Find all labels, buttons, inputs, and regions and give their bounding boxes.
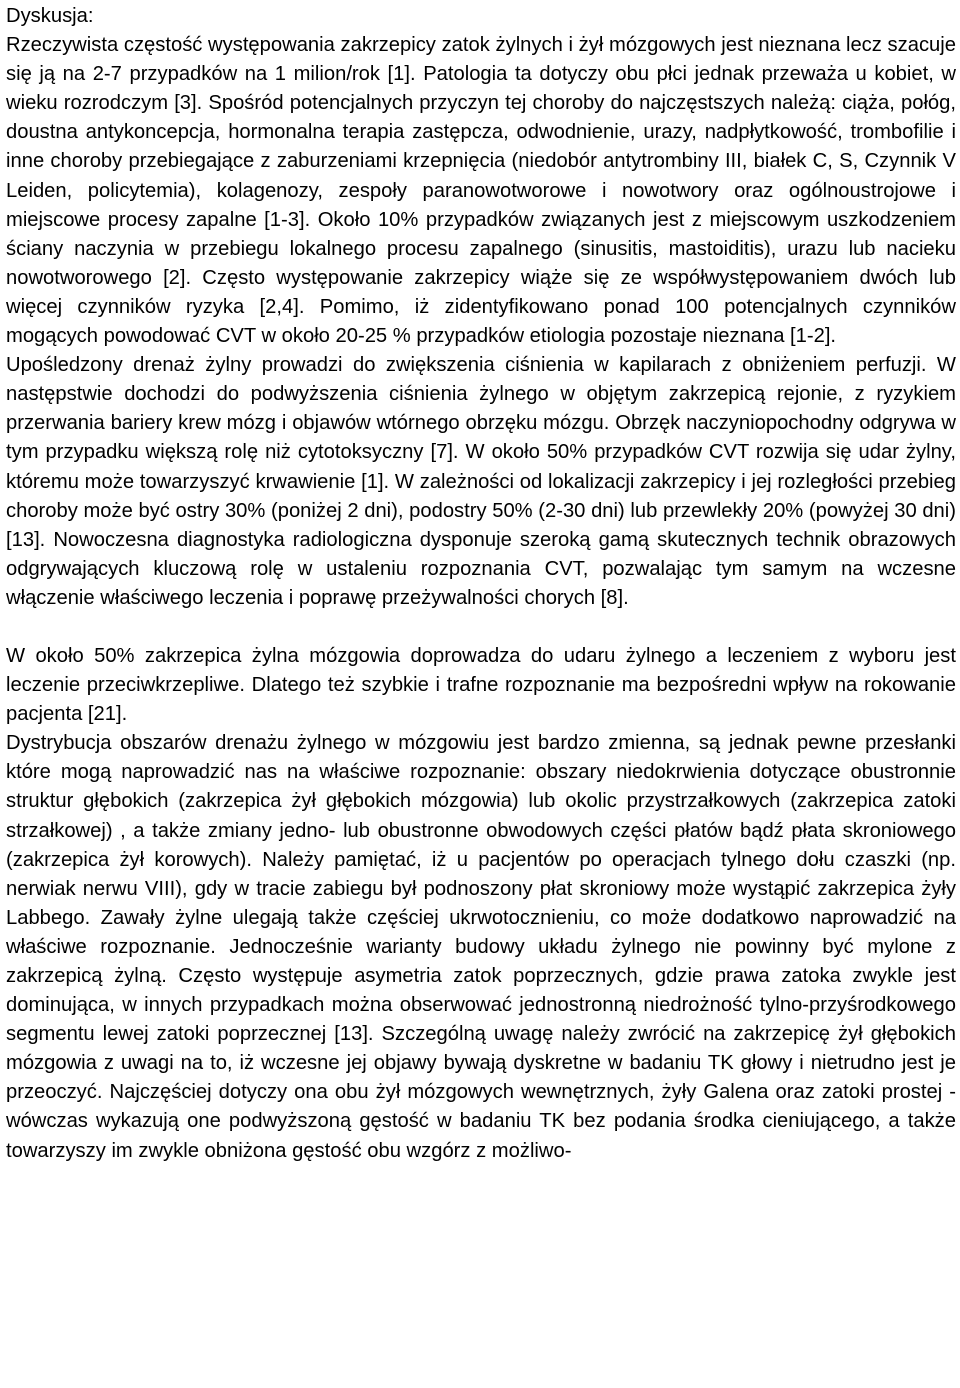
- section-heading: Dyskusja:: [6, 5, 94, 27]
- document-page: [6, 2, 956, 1166]
- paragraph-spacer: [6, 613, 956, 642]
- paragraph-diagnosis: Dystrybucja obszarów drenażu żylnego w mózgowiu jest bardzo zmienna, są jednak pewne przesłanki które mogą naprowadzić nas na właściwe rozpoznanie: obszary niedokrwienia dotyczące obustronnie struktur głębokich (zakrzepica żył głębokich mózgowia) lub okolic przystrzałkowych (zakrzepica zatoki strzałkowej) , a także zmiany jedno- lub obustronne obwodowych części płatów bądź płata skroniowego (zakrzepica żył korowych). Należy pamiętać, iż u pacjentów po operacjach tylnego dołu czaszki (np. nerwiak nerwu VIII), gdy w tracie zabiegu był podnoszony płat skroniowy może wystąpić zakrzepica żyły Labbego. Zawały żylne ulegają także częściej ukrwotocznieniu, co może dodatkowo naprowadzić na właściwe rozpoznanie. Jednocześnie warianty budowy układu żylnego nie powinny być mylone z zakrzepicą żylną. Często występuje asymetria zatok poprzecznych, gdzie prawa zatoka zwykle jest dominująca, w innych przypadkach można obserwować jednostronną niedrożność tylno-przyśrodkowego segmentu lewej zatoki poprzecznej [13]. Szczególną uwagę należy zwrócić na zakrzepicę żył głębokich mózgowia z uwagi na to, iż wczesne jej objawy bywają dyskretne w badaniu TK głowy i nietrudno jest je przeoczyć. Najczęściej dotyczy ona obu żył mózgowych wewnętrznych, żyły Galena oraz zatoki prostej - wówczas wykazują one podwyższoną gęstość w badaniu TK bez podania środka cieniującego, a także towarzyszy im zwykle obniżona gęstość obu wzgórz z możliwo-: [6, 732, 956, 1162]
- paragraph-treatment: W około 50% zakrzepica żylna mózgowia doprowadza do udaru żylnego a leczeniem z wyboru jest leczenie przeciwkrzepliwe. Dlatego też szybkie i trafne rozpoznanie ma bezpośredni wpływ na rokowanie pacjenta [21].: [6, 644, 956, 726]
- paragraph-pathophysiology: Upośledzony drenaż żylny prowadzi do zwiększenia ciśnienia w kapilarach z obniżeniem perfuzji. W następstwie dochodzi do podwyższenia ciśnienia żylnego w objętym zakrzepicą rejonie, z ryzykiem przerwania bariery krew mózg i objawów wtórnego obrzęku mózgu. Obrzęk naczyniopochodny odgrywa w tym przypadku większą rolę niż cytotoksyczny [7]. W około 50% przypadków CVT rozwija się udar żylny, któremu może towarzyszyć krwawienie [1]. W zależności od lokalizacji zakrzepicy i jej rozległości przebieg choroby może być ostry 30% (poniżej 2 dni), podostry 50% (2-30 dni) lub przewlekły 20% (powyżej 30 dni) [13]. Nowoczesna diagnostyka radiologiczna dysponuje szeroką gamą skutecznych technik obrazowych odgrywających kluczową rolę w ustaleniu rozpoznania CVT, pozwalając tym samym na wczesne włączenie właściwego leczenia i poprawę przeżywalności chorych [8].: [6, 354, 956, 609]
- paragraph-epidemiology: Rzeczywista częstość występowania zakrzepicy zatok żylnych i żył mózgowych jest nieznana lecz szacuje się ją na 2-7 przypadków na 1 milion/rok [1]. Patologia ta dotyczy obu płci jednak przeważa u kobiet, w wieku rozrodczym [3]. Spośród potencjalnych przyczyn tej choroby do najczęstszych należą: ciąża, połóg, doustna antykoncepcja, hormonalna terapia zastępcza, odwodnienie, urazy, nadpłytkowość, trombofilie i inne choroby przebiegające z zaburzeniami krzepnięcia (niedobór antytrombiny III, białek C, S, Czynnik V Leiden, policytemia), kolagenozy, zespoły paranowotworowe i nowotwory oraz ogólnoustrojowe i miejscowe procesy zapalne [1-3]. Około 10% przypadków związanych jest z miejscowym uszkodzeniem ściany naczynia w przebiegu lokalnego procesu zapalnego (sinusitis, mastoiditis), urazu lub nacieku nowotworowego [2]. Często występowanie zakrzepicy wiąże się ze współwystępowaniem dwóch lub więcej czynników ryzyka [2,4]. Pomimo, iż zidentyfikowano ponad 100 potencjalnych czynników mogących powodować CVT w około 20-25 % przypadków etiologia pozostaje nieznana [1-2].: [6, 34, 956, 348]
